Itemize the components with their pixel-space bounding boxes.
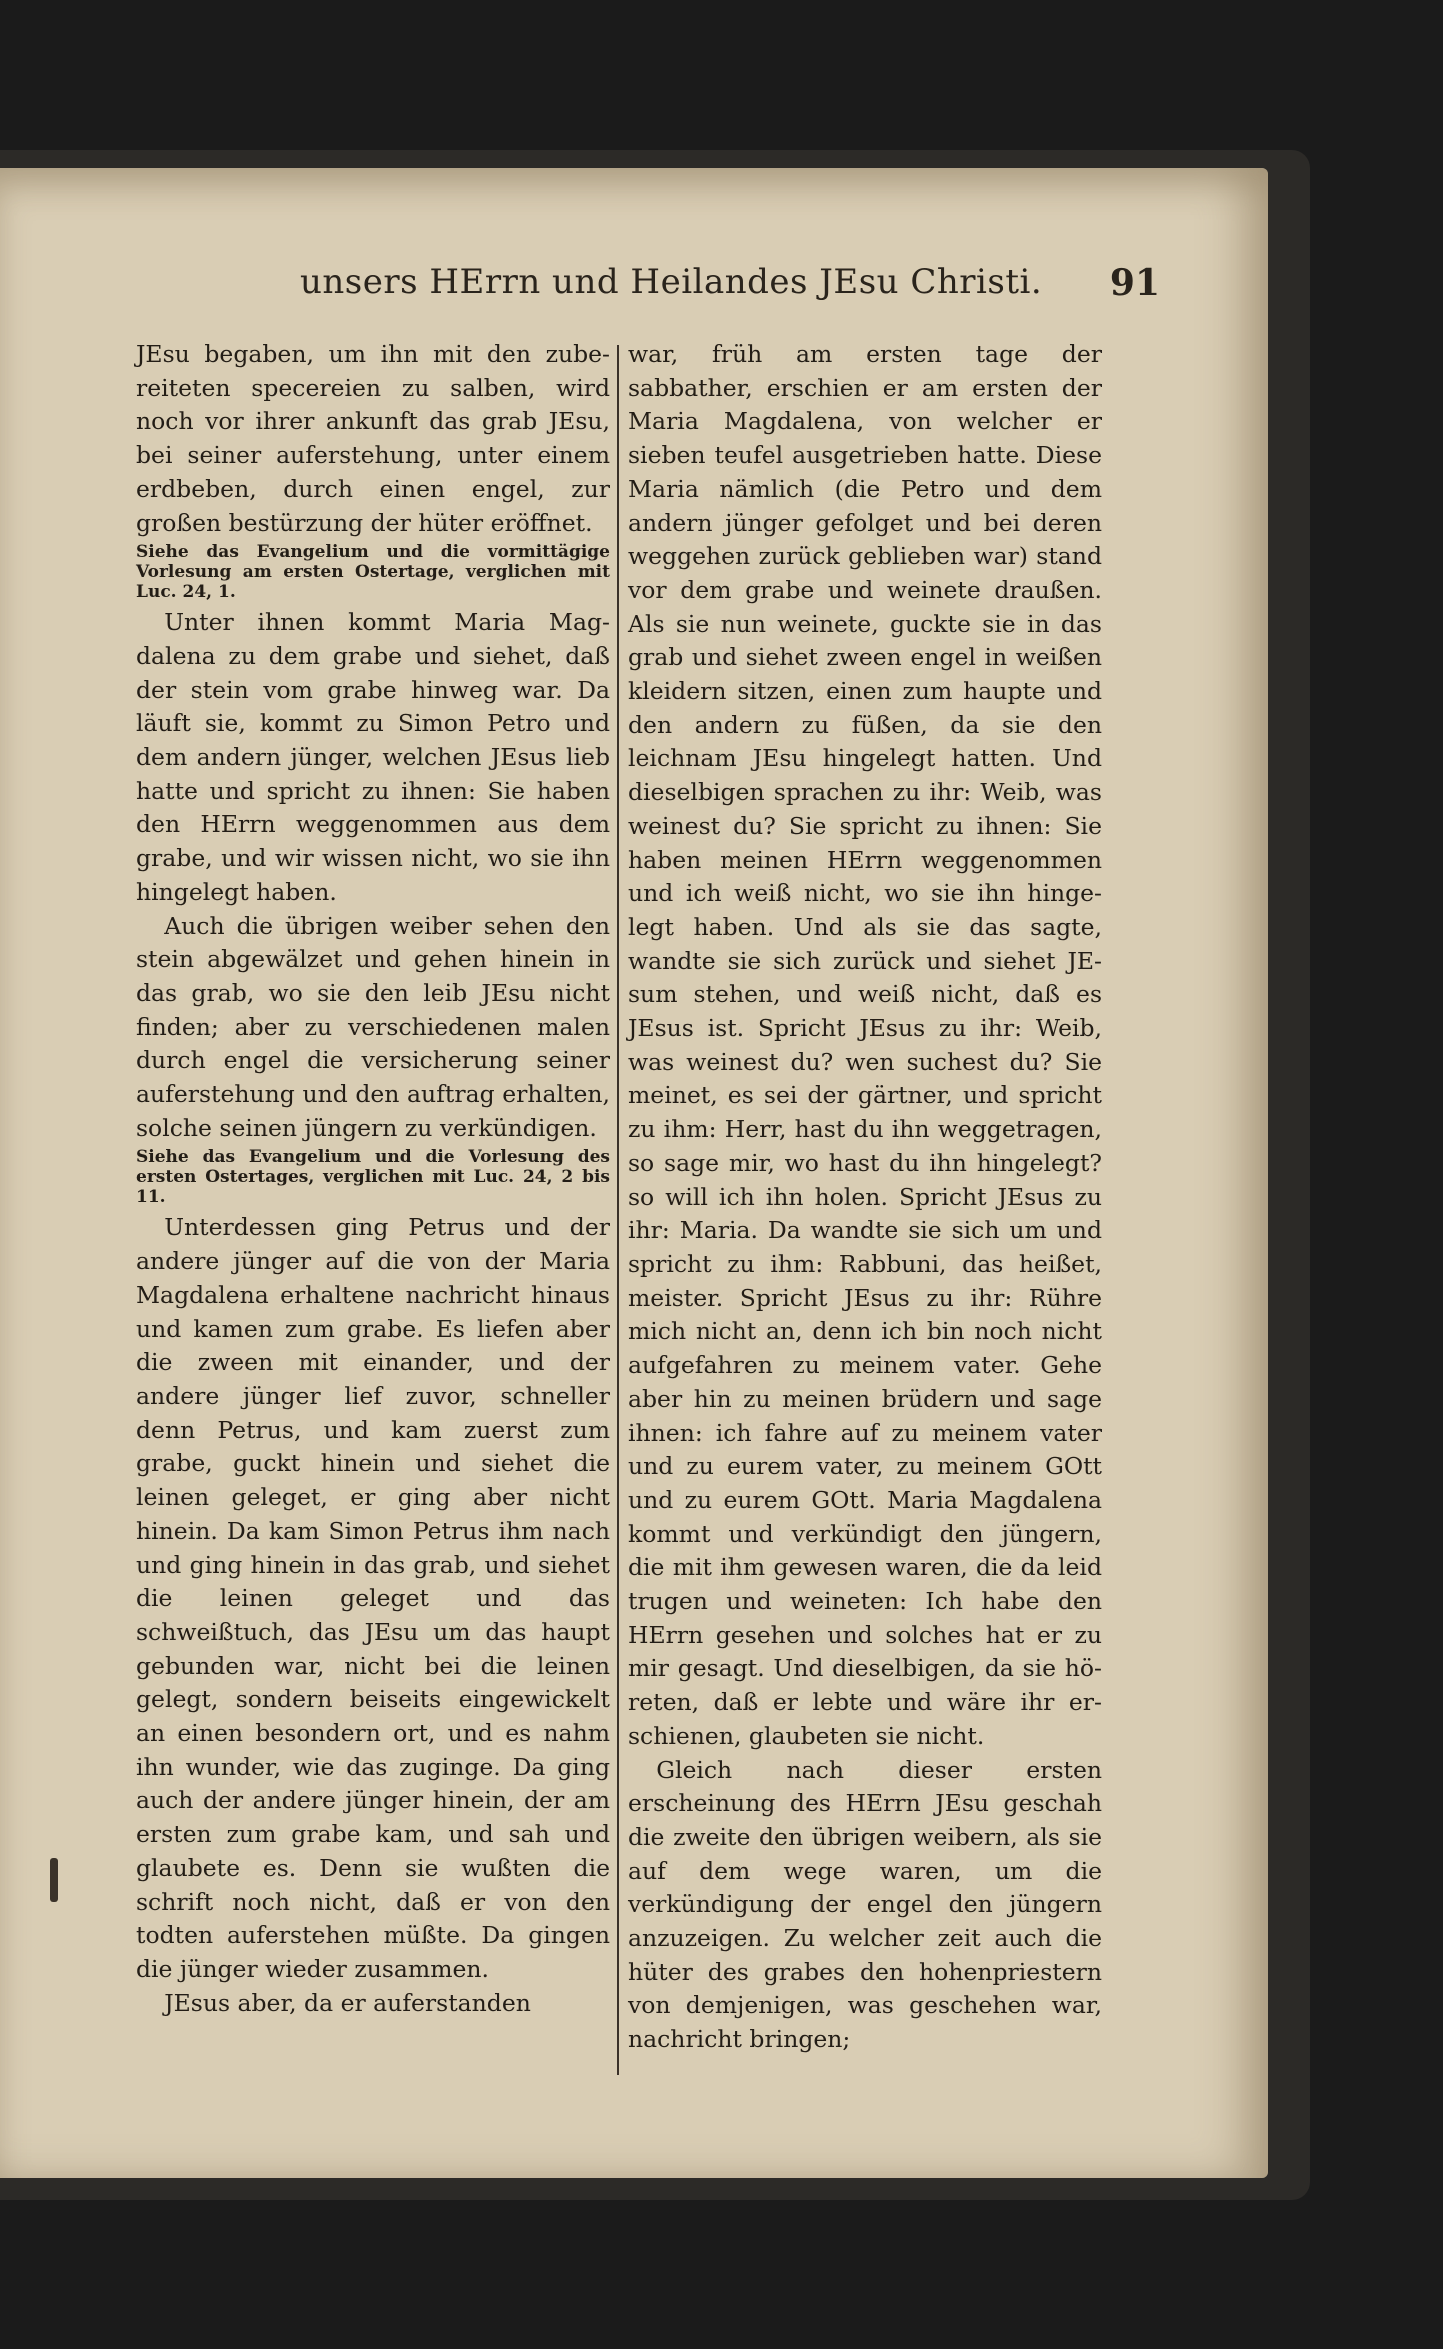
paragraph: JEsu begaben, um ihn mit den zubereiteten specereien zu salben, wird noch vor ihrer ankunft das grab JEsu, bei seiner auferstehung, unter einem erdbeben, durch einen engel, zur großen bestürzung der hüter eröffnet. xyxy=(136,340,610,537)
paragraph: war, früh am ersten tage der sabbather, erschien er am ersten der Maria Magdalena, von welcher er sieben teufel ausgetrieben hatte. Diese Maria nämlich (die Petro und dem andern jünger gefolget und bei deren weggehen zurück geblieben war) stand vor dem grabe und weinete draußen. Als sie nun weinete, guckte sie in das grab und siehet zween engel in weißen kleidern sitzen, einen zum haupte und den andern zu füßen, da sie den leichnam JEsu hingelegt hatten. Und dieselbigen sprachen zu ihr: Weib, was weinest du? Sie spricht zu ihnen: Sie haben meinen HErrn weggenommen und ich weiß nicht, wo sie ihn hingelegt haben. Und als sie das sagte, wandte sie sich zurück und siehet JEsum stehen, und weiß nicht, daß es JEsus ist. Spricht JEsus zu ihr: Weib, was weinest du? wen suchest du? Sie meinet, es sei der gärtner, und spricht zu ihm: Herr, hast du ihn weggetragen, so sage mir, wo hast du ihn hingelegt? so will ich ihn holen. Spricht JEsus zu ihr: Maria. Da wandte sie sich um und spricht zu ihm: Rabbuni, das heißet, meister. Spricht JEsus zu ihr: Rühre mich nicht an, denn ich bin noch nicht aufgefahren zu meinem vater. Gehe aber hin zu meinen brüdern und sage ihnen: ich fahre auf zu meinem vater und zu eurem vater, zu meinem GOtt und zu eurem GOtt. Maria Magdalena kommt und verkündigt den jüngern, die mit ihm gewesen waren, die da leid trugen und weineten: Ich habe den HErrn gesehen und solches hat er zu mir gesagt. Und dieselbigen, da sie höreten, daß er lebte und wäre ihr erschienen, glaubeten sie nicht. xyxy=(628,340,1102,1750)
column-divider xyxy=(617,345,619,2075)
paragraph: Gleich nach dieser ersten erscheinung des HErrn JEsu geschah die zweite den übrigen weibern, als sie auf dem wege waren, um die verkündigung der engel den jüngern anzuzeigen. Zu welcher zeit auch die hüter des grabes den hohenpriestern von demjenigen, was geschehen war, nachricht bringen; xyxy=(628,1755,1102,2054)
paragraph: Unter ihnen kommt Maria Magdalena zu dem grabe und siehet, daß der stein vom grabe hinweg war. Da läuft sie, kommt zu Simon Petro und dem andern jünger, welchen JEsus lieb hatte und spricht zu ihnen: Sie haben den HErrn weggenommen aus dem grabe, und wir wissen nicht, wo sie ihn hingelegt haben. xyxy=(136,608,610,906)
right-column xyxy=(628,338,1102,2057)
page-header xyxy=(300,262,1160,312)
page-number: 91 xyxy=(1109,262,1160,304)
paragraph: Auch die übrigen weiber sehen den stein abgewälzet und gehen hinein in das grab, wo sie den leib JEsu nicht finden; aber zu verschiedenen malen durch engel die versicherung seiner auferstehung und den auftrag erhalten, solche seinen jüngern zu verkündigen. xyxy=(136,911,610,1142)
scripture-reference: Siehe das Evangelium und die vormittägige Vorlesung am ersten Ostertage, verglichen mit Luc. 24, 1. xyxy=(136,542,610,603)
running-title: unsers HErrn und Heilandes JEsu Christi. xyxy=(300,262,1043,302)
margin-ink-mark xyxy=(50,1858,58,1902)
paragraph: Unterdessen ging Petrus und der andere jünger auf die von der Maria Magdalena erhaltene nachricht hinaus und kamen zum grabe. Es liefen aber die zween mit einander, und der andere jünger lief zuvor, schneller denn Petrus, und kam zuerst zum grabe, guckt hinein und siehet die leinen geleget, er ging aber nicht hinein. Da kam Simon Petrus ihm nach und ging hinein in das grab, und siehet die leinen geleget und das schweißtuch, das JEsu um das haupt gebunden war, nicht bei die leinen gelegt, sondern beiseits eingewickelt an einen besondern ort, und es nahm ihn wunder, wie das zuginge. Da ging auch der andere jünger hinein, der am ersten zum grabe kam, und sah und glaubete es. Denn sie wußten die schrift noch nicht, daß er von den todten auferstehen müßte. Da gingen die jünger wieder zusammen. xyxy=(136,1213,610,1983)
scripture-reference: Siehe das Evangelium und die Vorlesung des ersten Ostertages, verglichen mit Luc. 24, 2 bis 11. xyxy=(136,1147,610,1208)
left-column xyxy=(136,338,610,2020)
paragraph: JEsus aber, da er auferstanden xyxy=(164,1988,531,2017)
